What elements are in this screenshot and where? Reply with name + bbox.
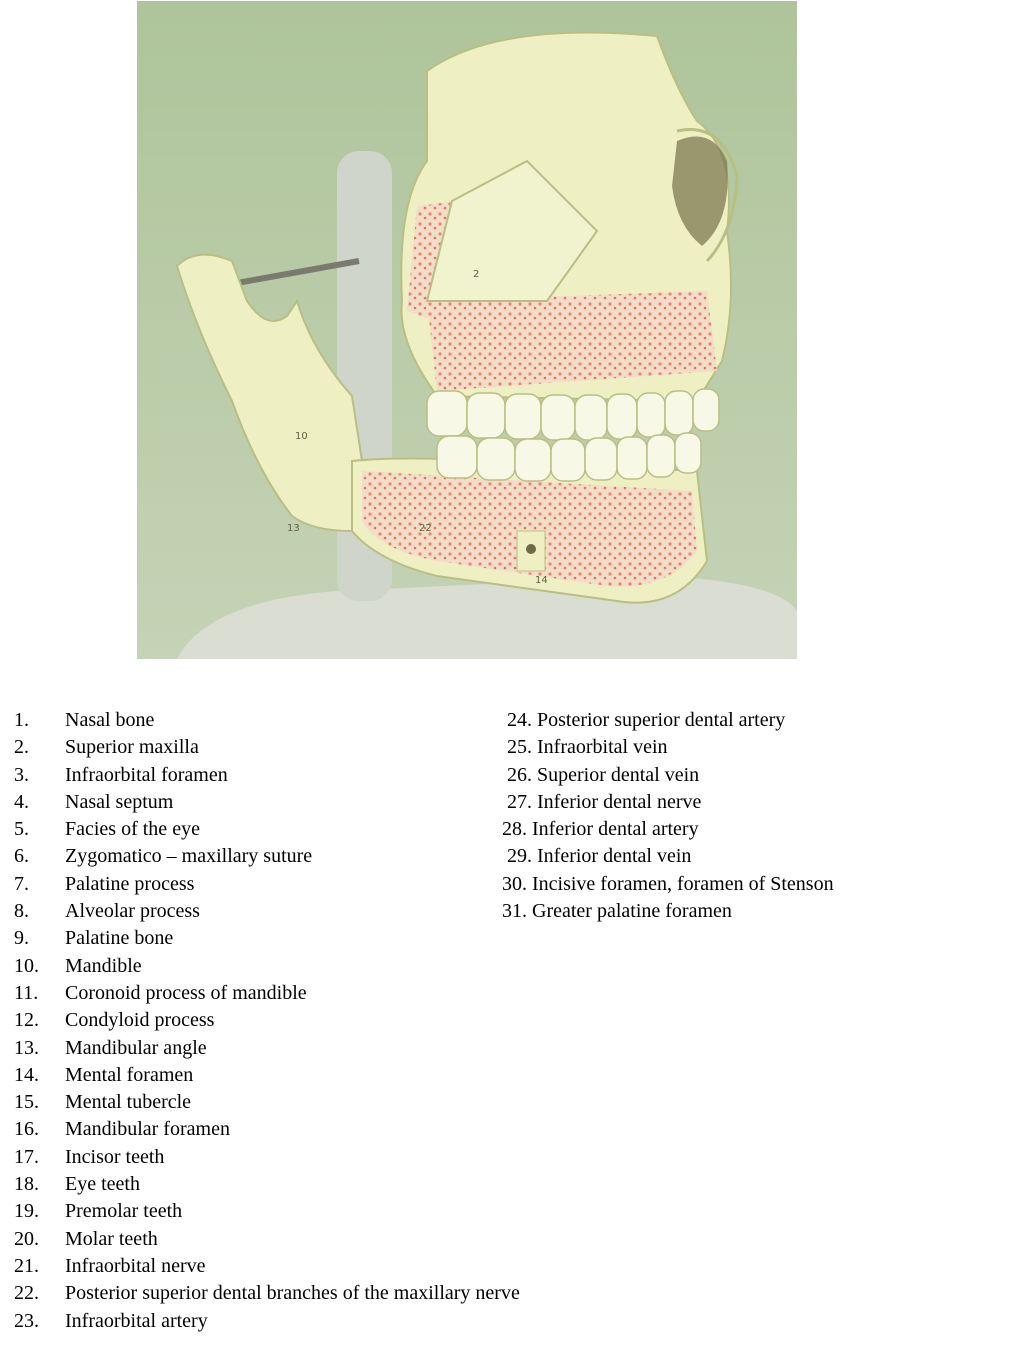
legend-item-label: Infraorbital nerve xyxy=(65,1254,206,1277)
legend-item: 27. Inferior dental nerve xyxy=(507,790,702,813)
legend-item-label: Mental tubercle xyxy=(65,1091,192,1114)
legend-item-label: Superior maxilla xyxy=(65,736,199,759)
legend-item-label: Mandibular angle xyxy=(65,1036,207,1059)
model-label: 2 xyxy=(473,269,480,280)
legend-item: 29. Inferior dental vein xyxy=(507,845,692,868)
legend-item: 30. Incisive foramen, foramen of Stenson xyxy=(502,872,834,895)
legend-item-label: Infraorbital artery xyxy=(65,1309,208,1332)
legend-item-label: Mandible xyxy=(65,954,142,977)
legend-item: 26. Superior dental vein xyxy=(507,763,700,786)
legend-item-label: Palatine process xyxy=(65,872,195,895)
legend-item xyxy=(14,1171,520,1198)
mental-foramen-hole xyxy=(526,544,536,554)
legend-item-number: 5. xyxy=(14,818,29,841)
legend-item-label: Eye teeth xyxy=(65,1173,140,1196)
legend-item-number: 13. xyxy=(14,1036,39,1059)
legend-item xyxy=(14,1198,520,1225)
legend-item xyxy=(14,1007,520,1034)
legend-item-number: 23. xyxy=(14,1309,39,1332)
legend-item-label: Infraorbital foramen xyxy=(65,763,228,786)
legend-item-label: Molar teeth xyxy=(65,1227,158,1250)
legend-item-number: 18. xyxy=(14,1173,39,1196)
legend-item-number: 17. xyxy=(14,1145,39,1168)
legend-item-number: 4. xyxy=(14,790,29,813)
legend-item xyxy=(14,789,520,816)
legend-item: 31. Greater palatine foramen xyxy=(502,900,732,923)
model-label: 10 xyxy=(295,431,308,442)
legend-item xyxy=(14,1280,520,1307)
legend-item xyxy=(14,1253,520,1280)
legend-item: 28. Inferior dental artery xyxy=(502,818,699,841)
legend-item-label: Mental foramen xyxy=(65,1063,194,1086)
legend-item: 25. Infraorbital vein xyxy=(507,736,668,759)
legend-item xyxy=(14,898,520,925)
skull-model-drawing xyxy=(137,1,797,659)
legend-right-column xyxy=(502,707,834,925)
legend-item-label: Posterior superior dental branches of the maxillary nerve xyxy=(65,1282,520,1305)
legend-item: 24. Posterior superior dental artery xyxy=(507,709,786,731)
legend-item xyxy=(14,1116,520,1143)
legend-left-column xyxy=(14,707,520,1335)
legend-item-number: 15. xyxy=(14,1091,39,1114)
legend-item-number: 20. xyxy=(14,1227,39,1250)
legend-item xyxy=(14,980,520,1007)
legend-item-label: Alveolar process xyxy=(65,900,200,923)
legend-item xyxy=(14,1308,520,1335)
model-label: 14 xyxy=(535,575,548,586)
legend-item-number: 1. xyxy=(14,709,29,731)
legend-item xyxy=(14,925,520,952)
legend-item-number: 21. xyxy=(14,1254,39,1277)
model-label: 13 xyxy=(287,523,300,534)
legend-item-number: 6. xyxy=(14,845,29,868)
legend-item-label: Premolar teeth xyxy=(65,1200,183,1223)
legend-item xyxy=(14,843,520,870)
legend-item-label: Condyloid process xyxy=(65,1009,215,1032)
legend-item-label: Nasal bone xyxy=(65,709,155,731)
model-label: 22 xyxy=(419,523,432,534)
legend-item xyxy=(14,1144,520,1171)
legend-item xyxy=(14,953,520,980)
legend-item-label: Nasal septum xyxy=(65,790,174,813)
legend-item-number: 14. xyxy=(14,1063,39,1086)
legend-item xyxy=(14,1089,520,1116)
skull-model-photo xyxy=(137,1,797,659)
legend-item-number: 11. xyxy=(14,981,39,1004)
legend-item-label: Facies of the eye xyxy=(65,818,200,841)
legend-item-number: 19. xyxy=(14,1200,39,1223)
legend-item-number: 3. xyxy=(14,763,29,786)
legend-item-number: 2. xyxy=(14,736,29,759)
legend-item-label: Zygomatico – maxillary suture xyxy=(65,845,313,868)
legend-item xyxy=(14,734,520,761)
legend-item xyxy=(14,816,520,843)
legend-item xyxy=(14,871,520,898)
legend-item-number: 9. xyxy=(14,927,29,950)
legend-item xyxy=(14,1226,520,1253)
legend-item xyxy=(14,762,520,789)
legend-item-label: Coronoid process of mandible xyxy=(65,981,307,1004)
legend-item-label: Incisor teeth xyxy=(65,1145,165,1168)
legend-item-label: Mandibular foramen xyxy=(65,1118,230,1141)
legend-item xyxy=(14,707,520,734)
legend-item-number: 8. xyxy=(14,900,29,923)
legend-item-number: 10. xyxy=(14,954,39,977)
legend-item-number: 7. xyxy=(14,872,29,895)
legend-item xyxy=(14,1035,520,1062)
legend-item-label: Palatine bone xyxy=(65,927,174,950)
legend-item xyxy=(14,1062,520,1089)
legend-item-number: 12. xyxy=(14,1009,39,1032)
legend-item-number: 16. xyxy=(14,1118,39,1141)
legend-item-number: 22. xyxy=(14,1282,39,1305)
